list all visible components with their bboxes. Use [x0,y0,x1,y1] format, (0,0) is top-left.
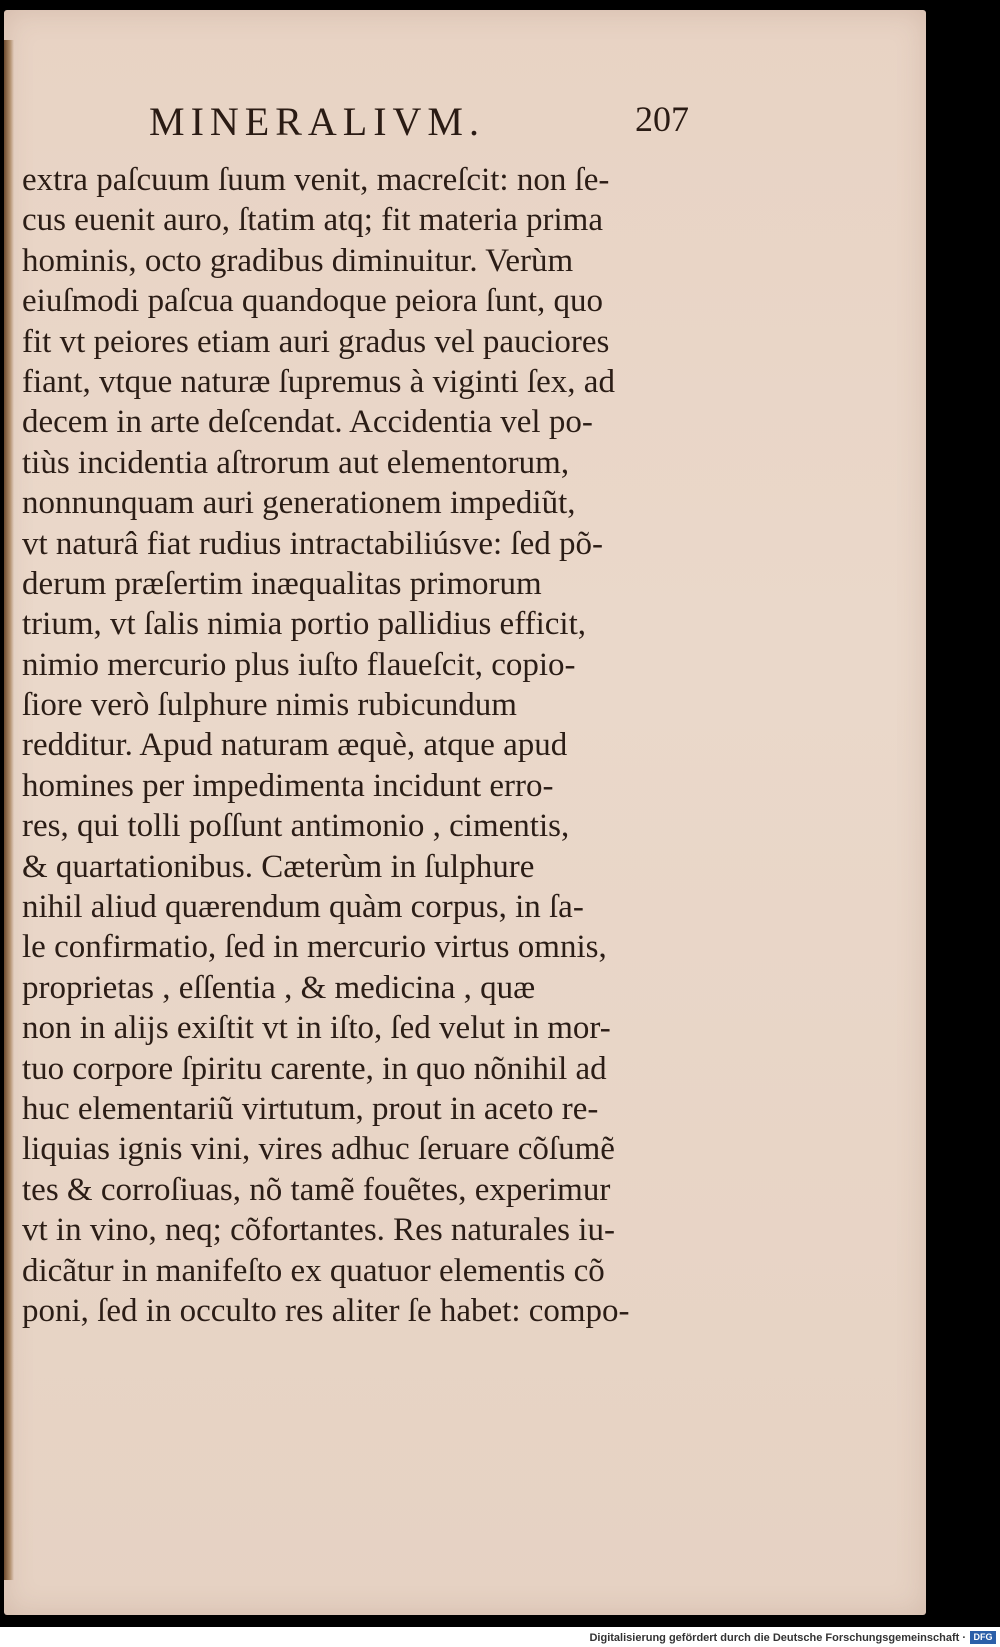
text-line: liquias ignis vini, vires adhuc ſeruare cõſumẽ [22,1131,615,1168]
text-line: ſiore verò ſulphure nimis rubicundum [22,687,517,724]
text-line: fit vt peiores etiam auri gradus vel pauciores [22,323,610,360]
funding-footer [0,1627,1000,1647]
text-line: huc elementariũ virtutum, prout in aceto re- [22,1090,599,1127]
text-line: nimio mercurio plus iuſto flaueſcit, copio- [22,646,576,683]
text-line: hominis, octo gradibus diminuitur. Verùm [22,242,574,279]
text-line: homines per impedimenta incidunt erro- [22,767,554,804]
text-line: dicãtur in manifeſto ex quatuor elementis cõ [22,1252,605,1289]
text-line: proprietas , eſſentia , & medicina , quæ [22,969,536,1006]
text-line: trium, vt ſalis nimia portio pallidius efficit, [22,606,586,643]
text-line: vt in vino, neq; cõfortantes. Res naturales iu- [22,1212,615,1249]
funding-notice: Digitalisierung gefördert durch die Deutsche Forschungsgemeinschaft · [589,1632,966,1644]
text-line: decem in arte deſcendat. Accidentia vel po- [22,404,593,441]
dfg-logo-icon: DFG [970,1631,996,1644]
text-line: le confirmatio, ſed in mercurio virtus omnis, [22,929,607,966]
text-line: redditur. Apud naturam æquè, atque apud [22,727,568,764]
text-line: nonnunquam auri generationem impediũt, [22,485,576,522]
text-line: res, qui tolli poſſunt antimonio , cimentis, [22,808,570,845]
text-line: tiùs incidentia aſtrorum aut elementorum, [22,444,570,481]
page-header [149,98,709,148]
text-line: extra paſcuum ſuum venit, macreſcit: non ſe- [22,162,610,198]
text-line: poni, ſed in occulto res aliter ſe habet: compo- [22,1292,630,1329]
text-line: fiant, vtque naturæ ſupremus à viginti ſex, ad [22,363,615,400]
page-binding-edge [4,40,14,1580]
running-title: MINERALIVM. [149,99,485,144]
text-line: nihil aliud quærendum quàm corpus, in ſa- [22,889,584,926]
text-line: cus euenit auro, ſtatim atq; fit materia prima [22,202,603,239]
body-text [22,160,722,1331]
text-line: eiuſmodi paſcua quandoque peiora ſunt, quo [22,283,604,320]
text-line: & quartationibus. Cæterùm in ſulphure [22,848,535,885]
text-line: non in alijs exiſtit vt in iſto, ſed velut in mor- [22,1010,611,1047]
text-line: vt naturâ fiat rudius intractabiliúsve: ſed põ- [22,525,603,562]
book-page [4,10,926,1615]
text-line: tes & corroſiuas, nõ tamẽ fouẽtes, experimur [22,1171,611,1208]
text-line: derum præſertim inæqualitas primorum [22,565,542,602]
page-number: 207 [635,99,689,139]
text-line: tuo corpore ſpiritu carente, in quo nõnihil ad [22,1050,607,1087]
